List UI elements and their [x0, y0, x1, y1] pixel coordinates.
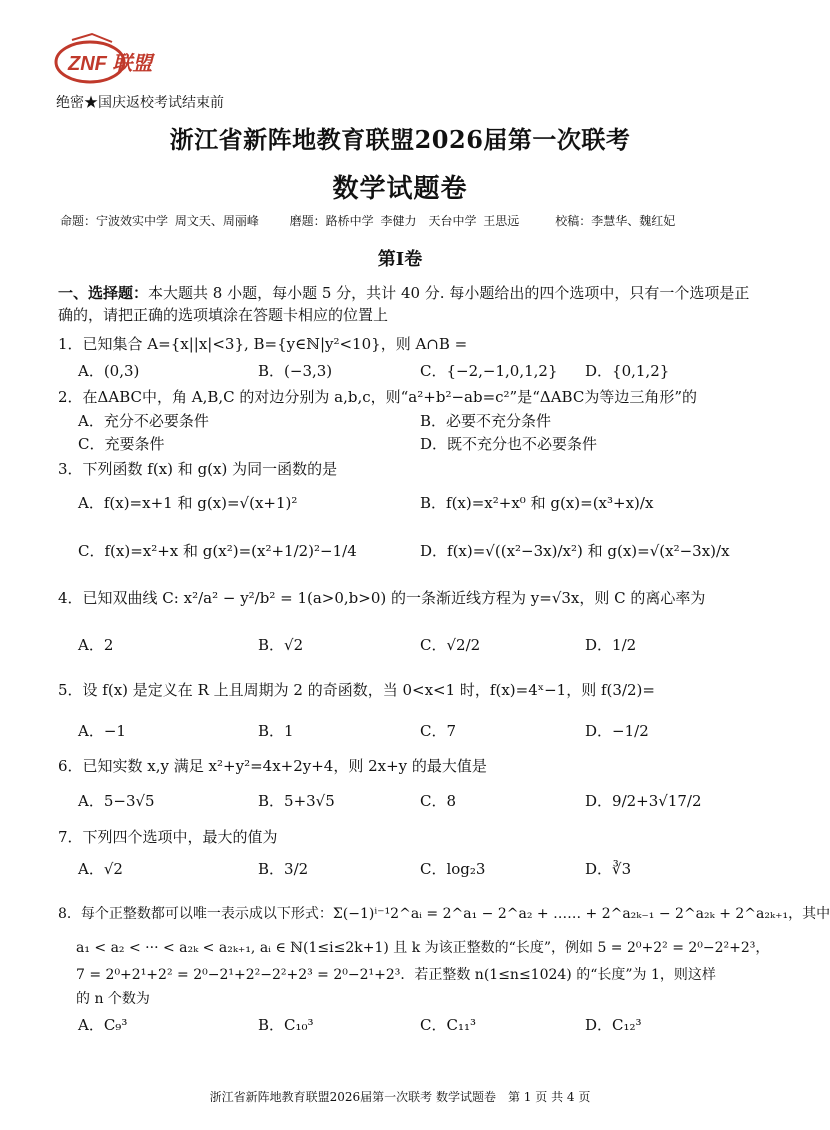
question-6-option-b: B．5+3√5 — [258, 792, 335, 810]
logo-text: ZNF 联盟 — [68, 53, 153, 75]
question-4-option-d: D．1/2 — [585, 636, 637, 654]
question-5-option-d: D．−1/2 — [585, 722, 649, 740]
question-3-option-d: D．f(x)=√((x²−3x)/x²) 和 g(x)=√(x²−3x)/x — [420, 542, 730, 560]
question-4-option-b: B．√2 — [258, 636, 304, 654]
question-5-stem: 5．设 f(x) 是定义在 R 上且周期为 2 的奇函数，当 0<x<1 时，f(x)=4ˣ−1，则 f(3/2)= — [58, 681, 655, 699]
question-2-option-c: C．充要条件 — [78, 435, 165, 453]
question-1-option-d: D．{0,1,2} — [585, 362, 670, 380]
question-7-option-c: C．log₂3 — [420, 860, 486, 878]
question-6-stem: 6．已知实数 x,y 满足 x²+y²=4x+2y+4，则 2x+y 的最大值是 — [58, 757, 487, 775]
section-text: 本大题共 8 小题，每小题 5 分，共计 40 分. 每小题给出的四个选项中，只有一个选项是正确的，请把正确的选项填涂在答题卡相应的位置上 — [58, 284, 750, 324]
question-8-stem: 8．每个正整数都可以唯一表示成以下形式：Σ(−1)ⁱ⁻¹2^aᵢ = 2^a₁ − 2^a₂ + …… + 2^a₂ₖ₋₁ − 2^a₂ₖ + 2^a₂ₖ₊₁，其中 — [58, 906, 830, 922]
question-5-option-a: A．−1 — [78, 722, 126, 740]
question-6-option-d: D．9/2+3√17/2 — [585, 792, 702, 810]
question-7-stem: 7．下列四个选项中，最大的值为 — [58, 828, 278, 846]
question-3-option-a: A．f(x)=x+1 和 g(x)=√(x+1)² — [78, 494, 298, 512]
question-2-option-b: B．必要不充分条件 — [420, 412, 552, 430]
question-8-option-c: C．C₁₁³ — [420, 1016, 476, 1034]
question-4-option-c: C．√2/2 — [420, 636, 481, 654]
section-instructions — [58, 282, 758, 326]
question-8-stem-line-3: 7 = 2⁰+2¹+2² = 2⁰−2¹+2²−2²+2³ = 2⁰−2¹+2³．若正整数 n(1≤n≤1024) 的“长度”为 1，则这样 — [76, 967, 716, 983]
question-7-option-b: B．3/2 — [258, 860, 309, 878]
question-1-stem: 1．已知集合 A={x||x|<3}, B={y∈ℕ|y²<10}，则 A∩B = — [58, 335, 468, 353]
question-3-option-c: C．f(x)=x²+x 和 g(x²)=(x²+1/2)²−1/4 — [78, 542, 357, 560]
question-7-option-d: D．∛3 — [585, 860, 632, 878]
question-5-option-c: C．7 — [420, 722, 457, 740]
logo-znf-icon — [52, 32, 153, 87]
question-4-option-a: A．2 — [78, 636, 114, 654]
exam-title: 浙江省新阵地教育联盟2026届第一次联考 — [169, 125, 631, 154]
question-8-option-a: A．C₉³ — [78, 1016, 128, 1034]
volume-heading: 第Ⅰ卷 — [377, 249, 423, 270]
question-8-stem-line-4: 的 n 个数为 — [76, 991, 150, 1007]
question-6-option-a: A．5−3√5 — [78, 792, 155, 810]
authors-line: 命题：宁波效实中学 周文天、周丽峰 磨题：路桥中学 李健力 天台中学 王思远 校稿：李慧华、魏红妃 — [60, 214, 676, 228]
question-7-option-a: A．√2 — [78, 860, 123, 878]
exam-subtitle: 数学试题卷 — [332, 174, 468, 204]
section-label: 一、选择题： — [58, 284, 149, 302]
question-4-stem: 4．已知双曲线 C: x²/a² − y²/b² = 1(a>0,b>0) 的一条渐近线方程为 y=√3x，则 C 的离心率为 — [58, 589, 706, 607]
question-6-option-c: C．8 — [420, 792, 457, 810]
question-8-stem-line-2: a₁ < a₂ < ··· < a₂ₖ < a₂ₖ₊₁, aᵢ ∈ ℕ(1≤i≤2k+1) 且 k 为该正整数的“长度”，例如 5 = 2⁰+2² = 2⁰−2²+2³， — [76, 940, 770, 956]
question-2-option-a: A．充分不必要条件 — [78, 412, 209, 430]
question-8-option-d: D．C₁₂³ — [585, 1016, 642, 1034]
question-1-option-a: A．(0,3) — [78, 362, 140, 380]
question-1-option-b: B．(−3,3) — [258, 362, 333, 380]
page-footer: 浙江省新阵地教育联盟2026届第一次联考 数学试题卷 第 1 页 共 4 页 — [209, 1090, 591, 1104]
question-3-stem: 3．下列函数 f(x) 和 g(x) 为同一函数的是 — [58, 460, 338, 478]
question-2-option-d: D．既不充分也不必要条件 — [420, 435, 598, 453]
question-3-option-b: B．f(x)=x²+x⁰ 和 g(x)=(x³+x)/x — [420, 494, 654, 512]
confidential-notice: 绝密★国庆返校考试结束前 — [56, 95, 224, 111]
question-5-option-b: B．1 — [258, 722, 294, 740]
question-2-stem: 2．在ΔABC中，角 A,B,C 的对边分别为 a,b,c，则“a²+b²−ab=c²”是“ΔABC为等边三角形”的 — [58, 388, 697, 406]
question-8-option-b: B．C₁₀³ — [258, 1016, 314, 1034]
question-1-option-c: C．{−2,−1,0,1,2} — [420, 362, 558, 380]
